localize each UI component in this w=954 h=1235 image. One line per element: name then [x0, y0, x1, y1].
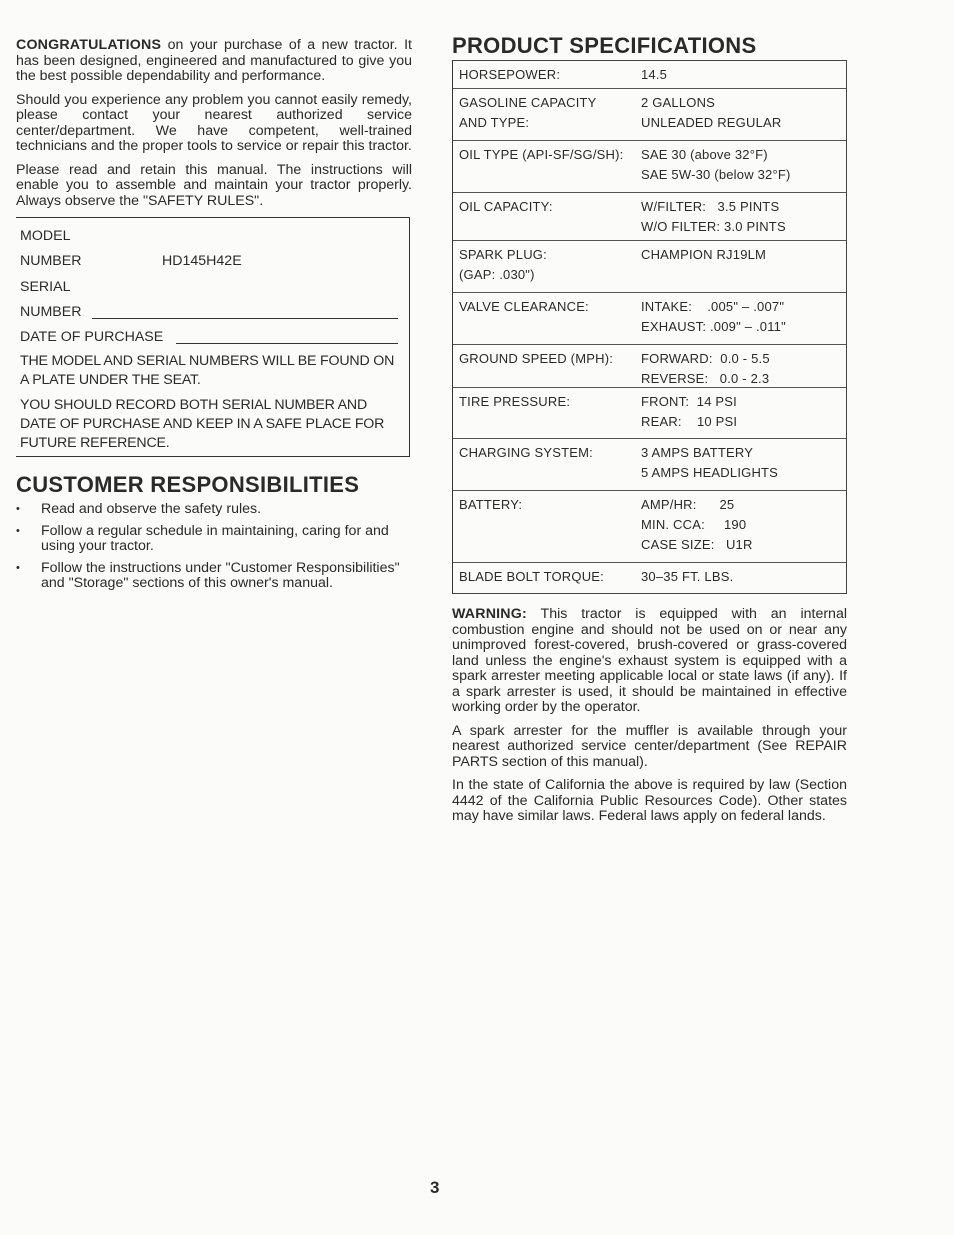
bullet-icon: • [16, 503, 20, 515]
spec-label [459, 349, 641, 387]
table-row [453, 491, 846, 563]
date-of-purchase-field[interactable] [176, 343, 398, 344]
model-number-label: NUMBER [20, 253, 82, 269]
spec-label [459, 567, 641, 593]
spec-label-line: AND TYPE: [459, 115, 530, 130]
table-row [453, 61, 846, 89]
spec-value-line: FRONT: 14 PSI [641, 394, 737, 409]
spec-value-line: REAR: 10 PSI [641, 414, 738, 429]
spec-value-line: CHAMPION RJ19LM [641, 247, 767, 262]
specifications-table [452, 60, 847, 594]
spec-label [459, 197, 641, 240]
spec-value [641, 349, 846, 387]
spec-label [459, 145, 641, 192]
spec-value [641, 93, 846, 140]
spec-value [641, 197, 846, 240]
spec-value-line: 30–35 FT. LBS. [641, 569, 734, 584]
serial-number-field[interactable] [92, 318, 398, 319]
spec-label-line: SPARK PLUG: [459, 247, 547, 262]
table-row [453, 241, 846, 293]
spec-label-line: CHARGING SYSTEM: [459, 445, 593, 460]
intro-section [16, 38, 412, 217]
manual-paragraph: Please read and retain this manual. The instructions will enable you to assemble and maintain your tractor properly. Always observe the "SAFETY RULES". [16, 161, 412, 209]
record-numbers-note: YOU SHOULD RECORD BOTH SERIAL NUMBER AND DATE OF PURCHASE AND KEEP IN A SAFE PLACE FOR FUTURE REFERENCE. [20, 397, 385, 451]
bullet-icon: • [16, 561, 20, 574]
list-item: • Follow the instructions under "Customer Responsibilities" and "Storage" sections of this owner's manual. [16, 559, 400, 591]
service-paragraph: Should you experience any problem you cannot easily remedy, please contact your nearest authorized service center/department. We have competent, well-trained technicians and the proper tools to service or repair this tractor. [16, 91, 412, 154]
list-item: • Read and observe the safety rules. [16, 501, 262, 517]
page-number: 3 [430, 1178, 440, 1197]
spec-value [641, 392, 846, 438]
spec-value [641, 65, 846, 88]
spec-value-line: CASE SIZE: U1R [641, 537, 753, 552]
table-row [453, 388, 846, 439]
spec-value-line: W/O FILTER: 3.0 PINTS [641, 219, 786, 234]
warning-paragraph [452, 607, 847, 716]
spec-value [641, 495, 846, 562]
customer-responsibilities-heading: CUSTOMER RESPONSIBILITIES [16, 472, 360, 497]
spec-label-line: TIRE PRESSURE: [459, 394, 571, 409]
spec-value-line: 3 AMPS BATTERY [641, 445, 754, 460]
spark-arrester-paragraph: A spark arrester for the muffler is available through your nearest authorized service center/department (See REPAIR PARTS section of this manual). [452, 722, 847, 770]
spec-label [459, 93, 641, 140]
list-item: • Follow a regular schedule in maintaining, caring for and using your tractor. [16, 522, 389, 554]
spec-value [641, 567, 846, 593]
spec-value-line: W/FILTER: 3.5 PINTS [641, 199, 780, 214]
model-label: MODEL [20, 228, 71, 244]
spec-value-line: UNLEADED REGULAR [641, 115, 782, 130]
spec-value-line: SAE 5W-30 (below 32°F) [641, 167, 791, 182]
spec-label [459, 297, 641, 344]
model-number-value: HD145H42E [162, 253, 242, 269]
spec-label [459, 65, 641, 88]
congratulations-paragraph [16, 38, 412, 85]
spec-label-line: GROUND SPEED (MPH): [459, 351, 614, 366]
spec-value-line: REVERSE: 0.0 - 2.3 [641, 371, 770, 386]
congratulations-bold: CONGRATULATIONS [16, 37, 162, 53]
spec-value-line: 14.5 [641, 67, 668, 82]
spec-label-line: BATTERY: [459, 497, 523, 512]
table-row [453, 89, 846, 141]
congratulations-text: on your purchase of a new tractor. It has been designed, engineered and manufactured to give you the best possible dependability and performance. [16, 37, 412, 84]
spec-value-line: MIN. CCA: 190 [641, 517, 747, 532]
plate-location-note: THE MODEL AND SERIAL NUMBERS WILL BE FOUND ON A PLATE UNDER THE SEAT. [20, 353, 395, 388]
table-row [453, 563, 846, 593]
product-specifications-heading: PRODUCT SPECIFICATIONS [452, 33, 757, 58]
spec-label-line: VALVE CLEARANCE: [459, 299, 589, 314]
spec-label [459, 495, 641, 562]
table-row [453, 439, 846, 491]
serial-label: SERIAL [20, 279, 71, 295]
spec-value-line: FORWARD: 0.0 - 5.5 [641, 351, 770, 366]
table-row [453, 193, 846, 241]
spec-value-line: INTAKE: .005" – .007" [641, 299, 785, 314]
warning-text: This tractor is equipped with an internal combustion engine and should not be used on or near any unimproved forest-covered, brush-covered or grass-covered land unless the engine's exhaust system is equipped with a spark arrester meeting applicable local or state laws (if any). If a spark arrester is used, it should be maintained in effective working order by the operator. [452, 606, 847, 715]
table-row [453, 345, 846, 388]
spec-label [459, 443, 641, 490]
warning-section [452, 607, 847, 833]
model-info-box [16, 217, 410, 457]
spec-label [459, 392, 641, 438]
spec-value [641, 245, 846, 292]
spec-value [641, 145, 846, 192]
date-of-purchase-label: DATE OF PURCHASE [20, 329, 164, 345]
spec-label-line: HORSEPOWER: [459, 67, 561, 82]
spec-value [641, 297, 846, 344]
spec-value-line: SAE 30 (above 32°F) [641, 147, 768, 162]
warning-label: WARNING: [452, 606, 527, 622]
california-law-paragraph: In the state of California the above is required by law (Section 4442 of the California Public Resources Code). Other states may have similar laws. Federal laws apply on federal lands. [452, 777, 847, 824]
table-row [453, 141, 846, 193]
serial-number-label: NUMBER [20, 304, 82, 320]
spec-label-line: (GAP: .030") [459, 267, 535, 282]
spec-value [641, 443, 846, 490]
customer-responsibilities-list [16, 502, 412, 598]
spec-label-line: BLADE BOLT TORQUE: [459, 569, 604, 584]
spec-value-line: AMP/HR: 25 [641, 497, 735, 512]
spec-label [459, 245, 641, 292]
table-row [453, 293, 846, 345]
bullet-icon: • [16, 524, 20, 537]
spec-value-line: 2 GALLONS [641, 95, 716, 110]
spec-value-line: EXHAUST: .009" – .011" [641, 319, 786, 334]
spec-label-line: GASOLINE CAPACITY [459, 95, 597, 110]
spec-label-line: OIL TYPE (API-SF/SG/SH): [459, 147, 624, 162]
spec-label-line: OIL CAPACITY: [459, 199, 553, 214]
spec-value-line: 5 AMPS HEADLIGHTS [641, 465, 779, 480]
